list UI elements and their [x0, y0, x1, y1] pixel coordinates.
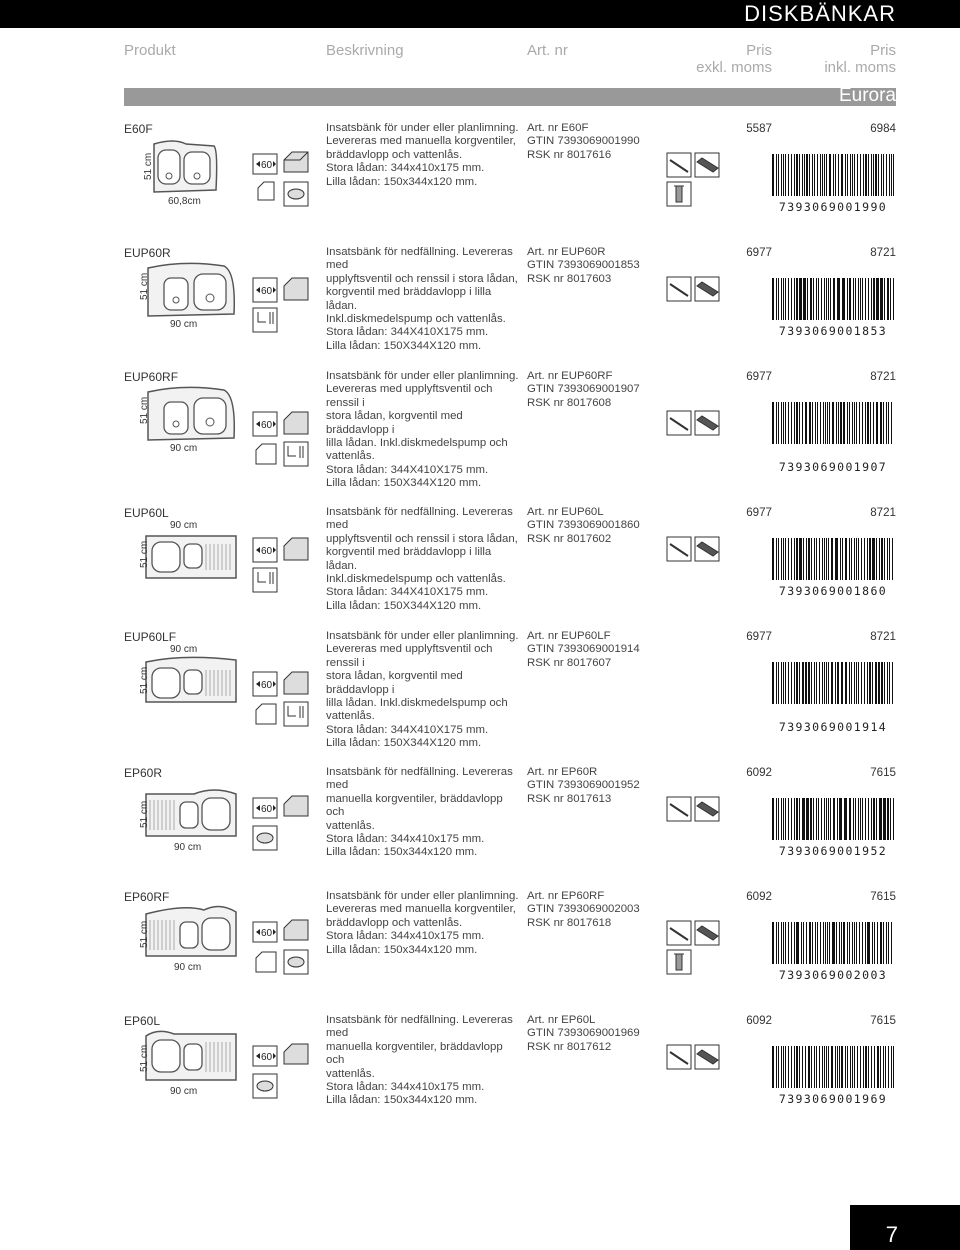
product-row: [0, 766, 960, 886]
accessory-icons: [666, 920, 722, 980]
sink-drawing: [124, 780, 240, 852]
svg-text:51 cm: 51 cm: [139, 800, 150, 828]
product-model: EP60RF: [124, 890, 170, 904]
column-header-description: Beskrivning: [326, 42, 404, 59]
feature-icons: [252, 276, 312, 336]
feature-icons: [252, 1042, 312, 1104]
section-header-bar: [0, 0, 960, 28]
price-excl: 6977: [746, 506, 772, 519]
price-excl: 6977: [746, 246, 772, 259]
product-description: Insatsbänk för nedfällning. Levereras med manuella korgventiler, bräddavlopp och vattenlås. Stora lådan: 344x410x175 mm. Lilla lådan: 150x344x120 mm.: [326, 1014, 513, 1107]
accessory-icons: [666, 410, 722, 440]
product-row: [0, 506, 960, 626]
barcode: [770, 154, 896, 196]
barcode: [770, 662, 896, 704]
price-excl: 6977: [746, 370, 772, 383]
product-row: [0, 630, 960, 750]
barcode-number: 7393069001990: [778, 200, 888, 214]
price-incl: 7615: [870, 766, 896, 779]
barcode: [770, 1046, 896, 1088]
svg-text:60: 60: [261, 160, 273, 171]
feature-icons: [252, 670, 312, 730]
svg-text:51 cm: 51 cm: [139, 396, 150, 424]
product-article-info: Art. nr EUP60L GTIN 7393069001860 RSK nr 8017602: [527, 506, 640, 545]
accessory-icons: [666, 1044, 722, 1074]
svg-text:60: 60: [261, 804, 273, 815]
page-number-box: [850, 1205, 960, 1250]
barcode-number: 7393069001860: [778, 584, 888, 598]
price-incl: 8721: [870, 630, 896, 643]
svg-text:60: 60: [261, 286, 273, 297]
svg-text:90 cm: 90 cm: [170, 319, 198, 330]
product-article-info: Art. nr EP60R GTIN 7393069001952 RSK nr 8017613: [527, 766, 640, 805]
feature-icons: [252, 410, 312, 470]
price-excl: 6977: [746, 630, 772, 643]
product-row: [0, 122, 960, 242]
product-model: EP60R: [124, 766, 163, 780]
svg-text:90 cm: 90 cm: [170, 520, 198, 531]
svg-text:60: 60: [261, 546, 273, 557]
product-model: EUP60R: [124, 246, 171, 260]
sink-drawing: [124, 382, 240, 454]
svg-text:51 cm: 51 cm: [139, 920, 150, 948]
product-article-info: Art. nr EUP60RF GTIN 7393069001907 RSK nr 8017608: [527, 370, 640, 409]
barcode: [770, 538, 896, 580]
price-excl: 5587: [746, 122, 772, 135]
product-row: [0, 890, 960, 1010]
product-article-info: Art. nr E60F GTIN 7393069001990 RSK nr 8017616: [527, 122, 640, 161]
sink-drawing: [124, 642, 240, 714]
product-description: Insatsbänk för under eller planlimning. Levereras med upplyftsventil och renssil i stora lådan, korgventil med bräddavlopp i lilla lådan. Inkl.diskmedelspump och vattenlås. Stora lådan: 344X410X175 mm. Lilla lådan: 150X344X120 mm.: [326, 630, 519, 750]
page-number: 7: [885, 1222, 898, 1247]
svg-text:60: 60: [261, 680, 273, 691]
svg-text:51 cm: 51 cm: [139, 1044, 150, 1072]
product-description: Insatsbänk för nedfällning. Levereras med manuella korgventiler, bräddavlopp och vattenlås. Stora lådan: 344x410x175 mm. Lilla lådan: 150x344x120 mm.: [326, 766, 513, 859]
barcode-number: 7393069001853: [778, 324, 888, 338]
svg-text:90 cm: 90 cm: [174, 842, 202, 852]
product-model: EUP60RF: [124, 370, 179, 384]
column-header-art: Art. nr: [527, 42, 568, 59]
svg-text:51 cm: 51 cm: [139, 272, 150, 300]
product-article-info: Art. nr EP60RF GTIN 7393069002003 RSK nr 8017618: [527, 890, 640, 929]
product-article-info: Art. nr EUP60R GTIN 7393069001853 RSK nr 8017603: [527, 246, 640, 285]
product-article-info: Art. nr EUP60LF GTIN 7393069001914 RSK nr 8017607: [527, 630, 640, 669]
accessory-icons: [666, 796, 722, 826]
svg-text:60,8cm: 60,8cm: [168, 196, 201, 207]
price-excl: 6092: [746, 890, 772, 903]
series-band: [124, 85, 896, 106]
sink-drawing: [124, 518, 240, 590]
product-row: [0, 370, 960, 490]
sink-drawing: [124, 1024, 240, 1096]
svg-text:51 cm: 51 cm: [139, 540, 150, 568]
barcode-number: 7393069002003: [778, 968, 888, 982]
barcode-number: 7393069001952: [778, 844, 888, 858]
product-description: Insatsbänk för under eller planlimning. Levereras med manuella korgventiler, bräddavlopp och vattenlås. Stora lådan: 344x410x175 mm. Lilla lådan: 150x344x120 mm.: [326, 122, 519, 188]
product-description: Insatsbänk för under eller planlimning. Levereras med upplyftsventil och renssil i stora lådan, korgventil med bräddavlopp i lilla lådan. Inkl.diskmedelspump och vattenlås. Stora lådan: 344X410X175 mm. Lilla lådan: 150X344X120 mm.: [326, 370, 519, 490]
product-description: Insatsbänk för nedfällning. Levereras med upplyftsventil och renssil i stora lådan, korgventil med bräddavlopp i lilla lådan. Inkl.diskmedelspump och vattenlås. Stora lådan: 344X410X175 mm. Lilla lådan: 150X344X120 mm.: [326, 246, 518, 352]
feature-icons: [252, 794, 312, 856]
product-model: EUP60L: [124, 506, 169, 520]
feature-icons: [252, 918, 312, 980]
svg-text:90 cm: 90 cm: [170, 644, 198, 655]
accessory-icons: [666, 536, 722, 566]
feature-icons: [252, 150, 312, 212]
sink-drawing: [124, 258, 240, 330]
product-row: [0, 246, 960, 366]
barcode-number: 7393069001969: [778, 1092, 888, 1106]
product-article-info: Art. nr EP60L GTIN 7393069001969 RSK nr 8017612: [527, 1014, 640, 1053]
column-header-product: Produkt: [124, 42, 176, 59]
barcode: [770, 402, 896, 444]
barcode-number: 7393069001907: [778, 460, 888, 474]
price-excl: 6092: [746, 766, 772, 779]
barcode: [770, 922, 896, 964]
product-model: EP60L: [124, 1014, 161, 1028]
price-incl: 7615: [870, 1014, 896, 1027]
column-header-price-excl: Pris exkl. moms: [696, 42, 772, 76]
sink-drawing: [124, 900, 240, 972]
svg-text:60: 60: [261, 420, 273, 431]
price-incl: 7615: [870, 890, 896, 903]
svg-text:90 cm: 90 cm: [170, 1086, 198, 1096]
series-name: Eurora: [838, 85, 896, 106]
svg-text:51 cm: 51 cm: [143, 152, 154, 180]
barcode: [770, 798, 896, 840]
section-title: DISKBÄNKAR: [744, 1, 896, 26]
product-model: E60F: [124, 122, 153, 136]
price-incl: 8721: [870, 246, 896, 259]
price-incl: 6984: [870, 122, 896, 135]
column-header-price-incl: Pris inkl. moms: [824, 42, 896, 76]
price-excl: 6092: [746, 1014, 772, 1027]
price-incl: 8721: [870, 370, 896, 383]
product-description: Insatsbänk för nedfällning. Levereras med upplyftsventil och renssil i stora lådan, korgventil med bräddavlopp i lilla lådan. Inkl.diskmedelspump och vattenlås. Stora lådan: 344X410X175 mm. Lilla lådan: 150X344X120 mm.: [326, 506, 518, 612]
accessory-icons: [666, 276, 722, 306]
product-model: EUP60LF: [124, 630, 177, 644]
sink-drawing: [124, 140, 240, 208]
svg-text:90 cm: 90 cm: [170, 443, 198, 454]
barcode: [770, 278, 896, 320]
svg-text:90 cm: 90 cm: [174, 962, 202, 972]
feature-icons: [252, 536, 312, 596]
accessory-icons: [666, 152, 722, 212]
svg-text:51 cm: 51 cm: [139, 666, 150, 694]
svg-text:60: 60: [261, 1052, 273, 1063]
product-row: [0, 1014, 960, 1134]
barcode-number: 7393069001914: [778, 720, 888, 734]
product-description: Insatsbänk för under eller planlimning. Levereras med manuella korgventiler, bräddavlopp och vattenlås. Stora lådan: 344x410x175 mm. Lilla lådan: 150x344x120 mm.: [326, 890, 519, 956]
svg-text:60: 60: [261, 928, 273, 939]
price-incl: 8721: [870, 506, 896, 519]
